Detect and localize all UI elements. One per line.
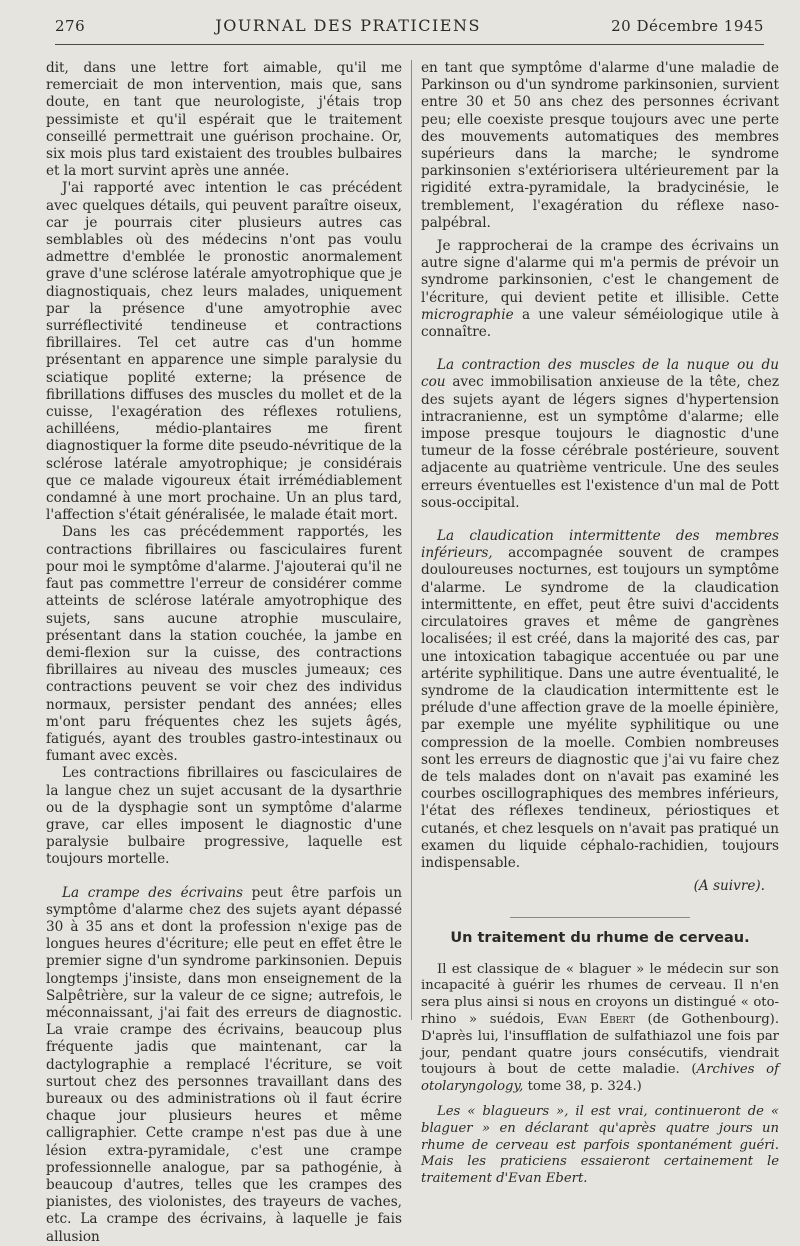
citation: Archives of otolaryngology, bbox=[421, 1062, 779, 1095]
paragraph: J'ai rapporté avec intention le cas précédent avec quelques détails, qui peuvent paraître oiseux, car je pourrais citer plusieurs autres cas semblables où des médecins n'ont pas voulu admettre d'emblée le pronostic anormalement grave d'une sclérose latérale amyotrophique que je diagnostiquais, chez leurs malades, uniquement par la présence d'une amyotrophie avec surréflectivité tendineuse et contractions fibrillaires. Tel cet autre cas d'un homme présentant en apparence une simple paralysie du sciatique poplité externe; la présence de fibrillations diffuses des muscles du mollet et de la cuisse, l'exagération des réflexes rotuliens, achilléens, médio-plantaires me firent diagnostiquer la forme dite pseudo-névritique de la sclérose latérale amyotrophique; je considérais que ce malade vigoureux était irrémédiablement condamné à une mort prochaine. Un an plus tard, l'affection s'était généralisée, le malade était mort. bbox=[46, 180, 402, 524]
to-be-continued: (A suivre). bbox=[693, 878, 765, 895]
paragraph bbox=[421, 528, 779, 872]
issue-date: 20 Décembre 1945 bbox=[611, 17, 764, 35]
paragraph: dit, dans une lettre fort aimable, qu'il me remerciait de mon intervention, mais que, sans doute, en tant que neurologiste, j'étais trop pessimiste et qu'il espérait que le traitement conseillé permettrait une guérison prochaine. Or, six mois plus tard existaient des troubles bulbaires et la mort survint après une année. bbox=[46, 60, 402, 180]
page-number: 276 bbox=[55, 17, 86, 35]
left-column bbox=[46, 60, 402, 1246]
paragraph-text: (de Gothenbourg). D'après lui, l'insufflation de sulfathiazol une fois par jour, pendant quatre jours consécutifs, viendrait toujours à bout de cette maladie. ( bbox=[421, 1011, 780, 1078]
section-divider bbox=[510, 917, 690, 918]
paragraph-text: accompagnée souvent de crampes douloureuses nocturnes, est toujours un symptôme d'alarme. Le syndrome de la claudication intermittente, en effet, peut être suivi d'accidents circulatoires graves et même de gangrènes localisées; il est créé, dans la majorité des cas, par une intoxication tabagique accentuée ou par une artérite syphilitique. Dans une autre éventualité, le syndrome de la claudication intermittente est le prélude d'une affection grave de la moelle épinière, par exemple une myélite syphilitique ou une compression de la moelle. Combien nombreuses sont les erreurs de diagnostic que j'ai vu faire chez de tels malades dont on n'avait pas examiné les courbes oscillographiques des membres inférieurs, l'état des réflexes tendineux, périostiques et cutanés, et chez lesquels on n'avait pas pratiqué un examen du liquide céphalo-rachidien, toujours indispensable. bbox=[421, 545, 779, 871]
emphasis: La contraction des muscles de la nuque ou du cou bbox=[421, 357, 779, 391]
paragraph bbox=[421, 238, 779, 341]
page-header bbox=[55, 16, 764, 42]
emphasis: micrographie bbox=[421, 306, 514, 323]
paragraph-text: avec immobilisation anxieuse de la tête, chez des sujets ayant de légers signes d'hypertension intracranienne, est un symptôme d'alarme; elle impose presque toujours le diagnostic d'une tumeur de la fosse cérébrale postérieure, souvent adjacente au quatrième ventricule. Une des seules erreurs éventuelles est l'existence d'un mal de Pott sous-occipital. bbox=[421, 374, 779, 511]
author-name: Evan Ebert bbox=[556, 1011, 635, 1027]
paragraph-text: peut être parfois un symptôme d'alarme chez des sujets ayant dépassé 30 à 35 ans et dont la profession n'exige pas de longues heures d'écriture; elle peut en effet être le premier signe d'un syndrome parkinsonien. Depuis longtemps j'insiste, dans mon enseignement de la Salpêtrière, sur la valeur de ce signe; autrefois, le méconnaissant, j'ai fait des erreurs de diagnostic. La vraie crampe des écrivains, beaucoup plus fréquente jadis que maintenant, car la dactylographie a remplacé l'écriture, se voit surtout chez des personnes travaillant dans des bureaux ou des administrations où il faut écrire chaque jour plusieurs heures et même calligraphier. Cette crampe n'est pas due à une lésion extra-pyramidale, c'est une crampe professionnelle analogue, par sa pathogénie, à beaucoup d'autres, telles que les crampes des pianistes, des violonistes, des trayeurs de vaches, etc. La crampe des écrivains, à laquelle je fais allusion bbox=[46, 884, 402, 1245]
paragraph: Dans les cas précédemment rapportés, les contractions fibrillaires ou fasciculaires furent pour moi le symptôme d'alarme. J'ajouterai qu'il ne faut pas commettre l'erreur de considérer comme atteints de sclérose latérale amyotrophique des sujets, sans aucune atrophie musculaire, présentant dans la station couchée, la jambe en demi-flexion sur la cuisse, des contractions fibrillaires au niveau des muscles jumeaux; ces contractions peuvent se voir chez des individus normaux, persister pendant des années; elles m'ont paru fréquentes chez les sujets âgés, fatigués, ayant des troubles gastro-intestinaux ou fumant avec excès. bbox=[46, 524, 402, 765]
emphasis: La claudication intermittente des membres inférieurs, bbox=[421, 528, 779, 562]
paragraph bbox=[46, 885, 402, 1246]
right-column bbox=[421, 60, 779, 1188]
paragraph: en tant que symptôme d'alarme d'une maladie de Parkinson ou d'un syndrome parkinsonien, survient entre 30 et 50 ans chez des personnes écrivant peu; elle coexiste presque toujours avec une perte des mouvements automatiques des membres supérieurs dans la marche; le syndrome parkinsonien s'extériorisera ultérieurement par la rigidité extra-pyramidale, la bradycinésie, le tremblement, l'exagération du réflexe naso-palpébral. bbox=[421, 60, 779, 231]
emphasis: La crampe des écrivains bbox=[62, 884, 244, 901]
paragraph bbox=[421, 962, 779, 1096]
paragraph-text: tome 38, p. 324.) bbox=[523, 1079, 642, 1095]
header-rule bbox=[55, 44, 764, 45]
paragraph-text: Je rapprocherai de la crampe des écrivains un autre signe d'alarme qui m'a permis de prévoir un syndrome parkinsonien, c'est le changement de l'écriture, qui devient petite et illisible. Cette bbox=[421, 238, 779, 306]
paragraph: Les contractions fibrillaires ou fasciculaires de la langue chez un sujet accusant de la dysarthrie ou de la dysphagie sont un symptôme d'alarme grave, car elles imposent le diagnostic d'une paralysie bulbaire progressive, laquelle est toujours mortelle. bbox=[46, 765, 402, 868]
paragraph bbox=[421, 357, 779, 512]
paragraph-text: Il est classique de « blaguer » le médecin sur son incapacité à guérir les rhumes de cerveau. Il n'en sera plus ainsi si nous en croyons un distingué « oto-rhino » suédois, bbox=[421, 961, 779, 1027]
column-divider bbox=[411, 60, 412, 1020]
paragraph-text: a une valeur séméiologique utile à connaître. bbox=[421, 306, 779, 341]
section-title: Un traitement du rhume de cerveau. bbox=[450, 930, 750, 947]
journal-title: JOURNAL DES PRATICIENS bbox=[215, 16, 481, 35]
paragraph: Les « blagueurs », il est vrai, continueront de « blaguer » en déclarant qu'après quatre jours un rhume de cerveau est parfois spontanément guéri. Mais les praticiens essaieront certainement le traitement d'Evan Ebert. bbox=[421, 1103, 779, 1187]
